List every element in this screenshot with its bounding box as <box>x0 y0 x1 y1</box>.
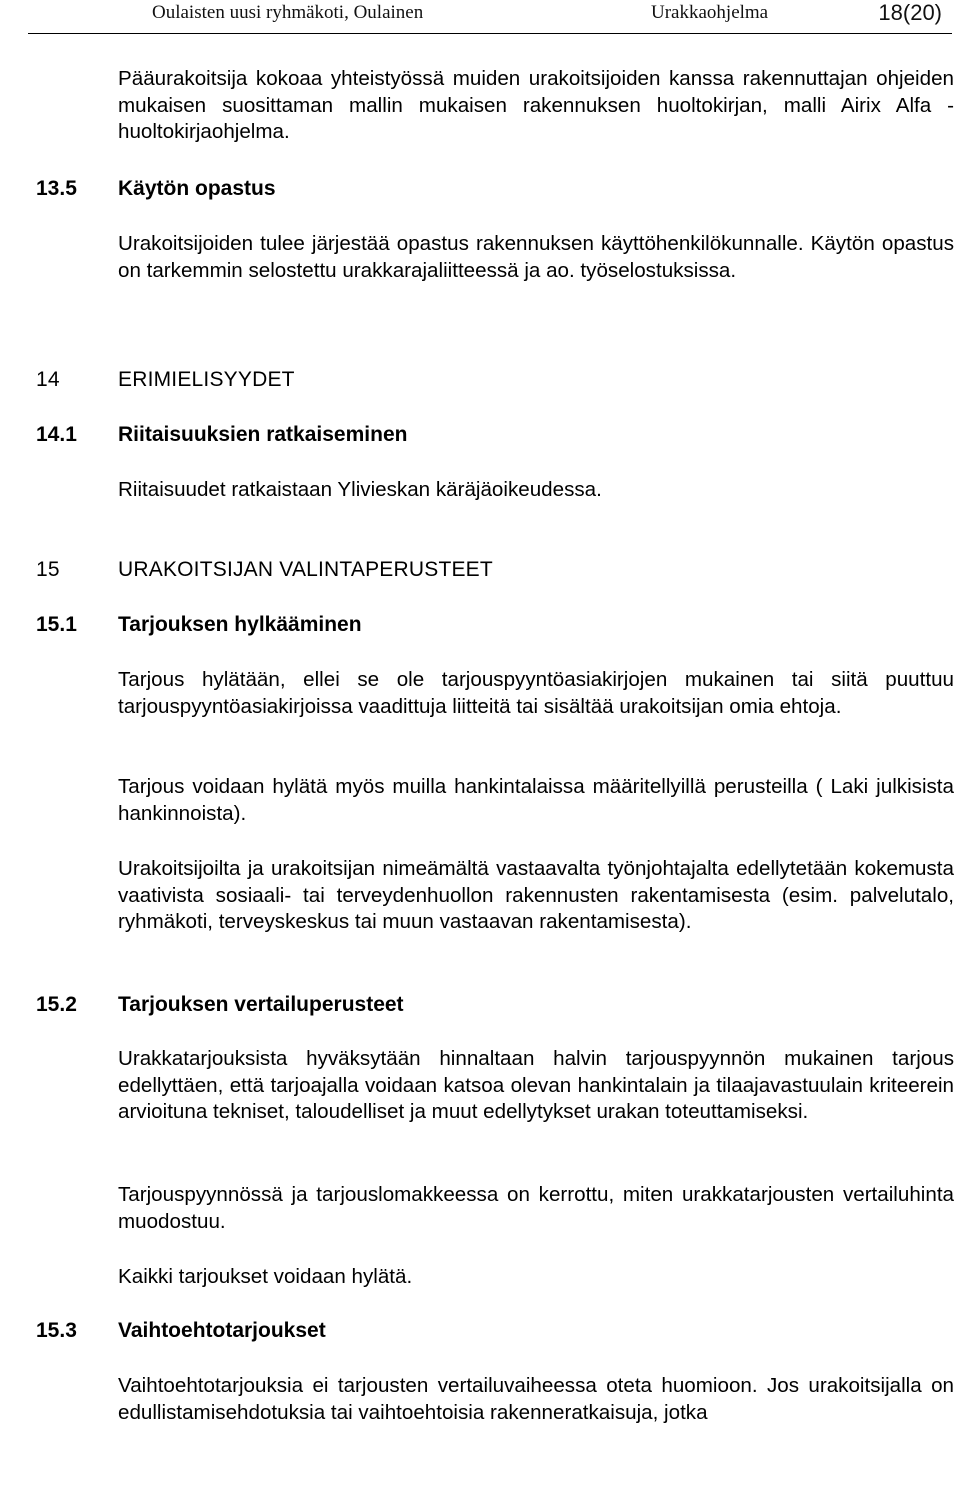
intro-paragraph: Pääurakoitsija kokoaa yhteistyössä muiden urakoitsijoiden kanssa rakennuttajan ohjeiden mukaisen suosittaman mallin mukaisen rakennuksen huoltokirjan, malli Airix Alfa -huoltokirjaohjelma. <box>118 67 954 143</box>
section-15-2-paragraph-1: Urakkatarjouksista hyväksytään hinnaltaan halvin tarjouspyynnön mukainen tarjous edellyttäen, että tarjoajalla voidaan katsoa olevan hankintalain ja tilaajavastuulain kriteerein arvioituna tekniset, taloudelliset ja muut edellytykset urakan toteuttamiseksi. <box>118 1047 954 1123</box>
section-title: Tarjouksen vertailuperusteet <box>118 993 404 1016</box>
section-number: 15.1 <box>36 613 77 636</box>
section-number: 15.2 <box>36 993 77 1016</box>
header-page-number: 18(20) <box>878 0 942 25</box>
section-number: 14.1 <box>36 423 77 446</box>
header-document-title: Urakkaohjelma <box>651 2 769 23</box>
section-title: Käytön opastus <box>118 177 276 200</box>
chapter-number: 15 <box>36 558 60 581</box>
header-project-name: Oulaisten uusi ryhmäkoti, Oulainen <box>152 2 424 23</box>
chapter-title: ERIMIELISYYDET <box>118 368 295 391</box>
section-15-1-paragraph-2: Tarjous voidaan hylätä myös muilla hankintalaissa määritellyillä perusteilla ( Laki julkisista hankinnoista). <box>118 775 954 825</box>
header-divider <box>28 33 952 34</box>
section-number: 15.3 <box>36 1319 77 1342</box>
chapter-title: URAKOITSIJAN VALINTAPERUSTEET <box>118 558 493 581</box>
section-number: 13.5 <box>36 177 77 200</box>
section-title: Vaihtoehtotarjoukset <box>118 1319 326 1342</box>
chapter-number: 14 <box>36 368 60 391</box>
section-15-2-paragraph-2: Tarjouspyynnössä ja tarjouslomakkeessa on kerrottu, miten urakkatarjousten vertailuhinta muodostuu. <box>118 1183 954 1233</box>
section-title: Riitaisuuksien ratkaiseminen <box>118 423 408 446</box>
section-14-1-text: Riitaisuudet ratkaistaan Ylivieskan käräjäoikeudessa. <box>118 478 602 501</box>
section-13-5-text: Urakoitsijoiden tulee järjestää opastus rakennuksen käyttöhenkilökunnalle. Käytön opastus on tarkemmin selostettu urakkarajaliitteessä ja ao. työselostuksissa. <box>118 232 954 282</box>
section-15-3-text: Vaihtoehtotarjouksia ei tarjousten vertailuvaiheessa oteta huomioon. Jos urakoitsijalla on edullistamisehdotuksia tai vaihtoehtoisia rakenneratkaisuja, jotka <box>118 1374 954 1424</box>
section-15-1-paragraph-3: Urakoitsijoilta ja urakoitsijan nimeämältä vastaavalta työnjohtajalta edellytetään kokemusta vaativista sosiaali- tai terveydenhuollon rakennusten rakentamisesta (esim. palvelutalo, ryhmäkoti, terveyskeskus tai muun vastaavan rakentamisesta). <box>118 857 954 933</box>
section-title: Tarjouksen hylkääminen <box>118 613 362 636</box>
section-15-1-paragraph-1: Tarjous hylätään, ellei se ole tarjouspyyntöasiakirjojen mukainen tai siitä puuttuu tarjouspyyntöasiakirjoissa vaadittuja liitteitä tai sisältää urakoitsijan omia ehtoja. <box>118 668 954 718</box>
section-15-2-paragraph-3: Kaikki tarjoukset voidaan hylätä. <box>118 1265 413 1288</box>
running-header <box>28 0 942 30</box>
